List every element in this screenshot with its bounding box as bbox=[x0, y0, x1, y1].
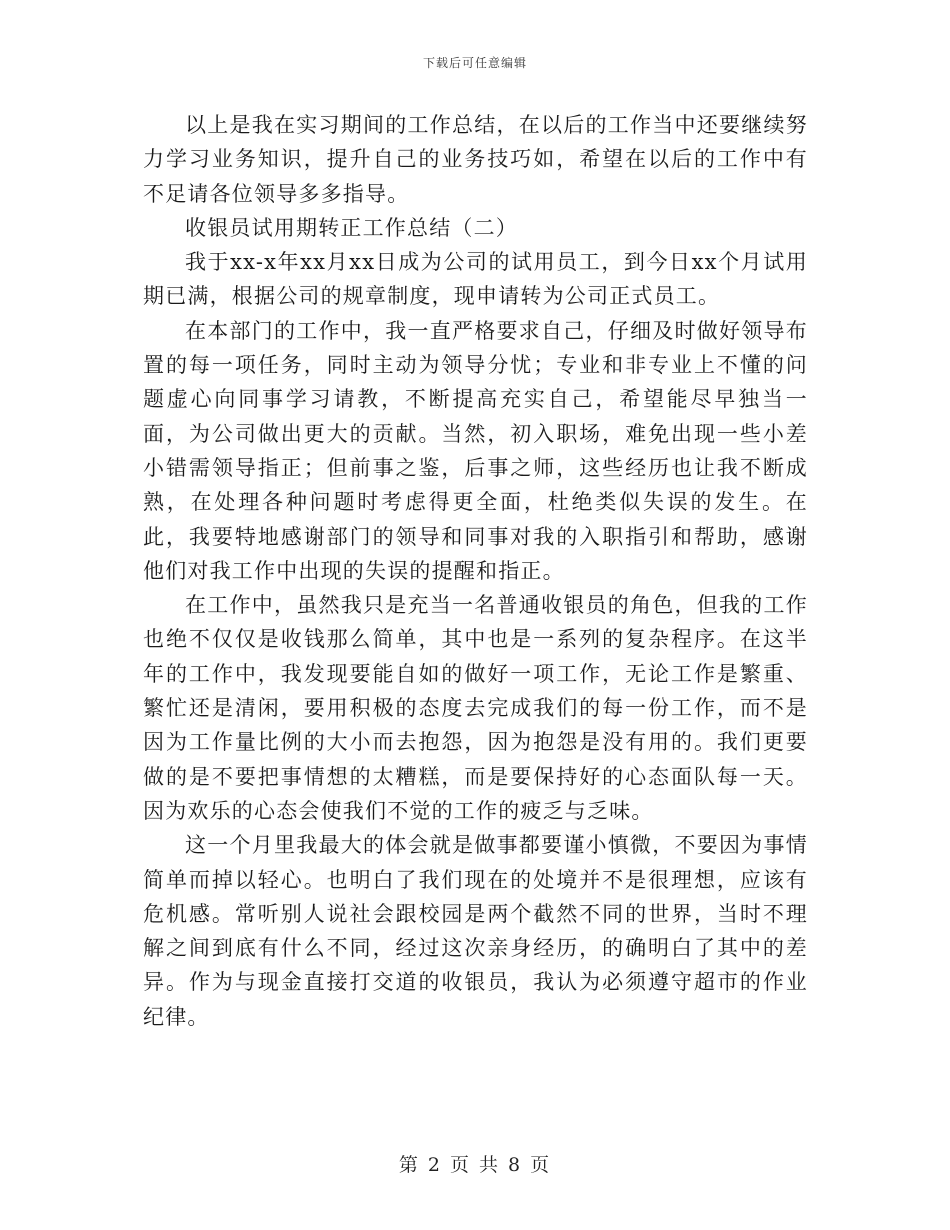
document-body bbox=[143, 108, 808, 1034]
header-note: 下载后可任意编辑 bbox=[422, 56, 527, 70]
paragraph: 在本部门的工作中，我一直严格要求自己，仔细及时做好领导布置的每一项任务，同时主动为领导分忧；专业和非专业上不懂的问题虚心向同事学习请教，不断提高充实自己，希望能尽早独当一面，为公司做出更大的贡献。当然，初入职场，难免出现一些小差小错需领导指正；但前事之鉴，后事之师，这些经历也让我不断成熟，在处理各种问题时考虑得更全面，杜绝类似失误的发生。在此，我要特地感谢部门的领导和同事对我的入职指引和帮助，感谢他们对我工作中出现的失误的提醒和指正。 bbox=[143, 318, 808, 583]
paragraph: 以上是我在实习期间的工作总结，在以后的工作当中还要继续努力学习业务知识，提升自己的业务技巧如，希望在以后的工作中有不足请各位领导多多指导。 bbox=[143, 113, 808, 206]
paragraph: 我于xx-x年xx月xx日成为公司的试用员工，到今日xx个月试用期已满，根据公司的规章制度，现申请转为公司正式员工。 bbox=[143, 250, 808, 309]
paragraph: 在工作中，虽然我只是充当一名普通收银员的角色，但我的工作也绝不仅仅是收钱那么简单，其中也是一系列的复杂程序。在这半年的工作中，我发现要能自如的做好一项工作，无论工作是繁重、繁忙还是清闲，要用积极的态度去完成我们的每一份工作，而不是因为工作量比例的大小而去抱怨，因为抱怨是没有用的。我们更要做的是不要把事情想的太糟糕，而是要保持好的心态面队每一天。因为欢乐的心态会使我们不觉的工作的疲乏与乏味。 bbox=[143, 593, 808, 823]
paragraph: 这一个月里我最大的体会就是做事都要谨小慎微，不要因为事情简单而掉以轻心。也明白了我们现在的处境并不是很理想，应该有危机感。常听别人说社会跟校园是两个截然不同的世界，当时不理解之间到底有什么不同，经过这次亲身经历，的确明白了其中的差异。作为与现金直接打交道的收银员，我认为必须遵守超市的作业纪律。 bbox=[143, 833, 808, 1029]
page-number: 第 2 页 共 8 页 bbox=[398, 1154, 552, 1176]
section-title: 收银员试用期转正工作总结（二） bbox=[185, 215, 518, 240]
